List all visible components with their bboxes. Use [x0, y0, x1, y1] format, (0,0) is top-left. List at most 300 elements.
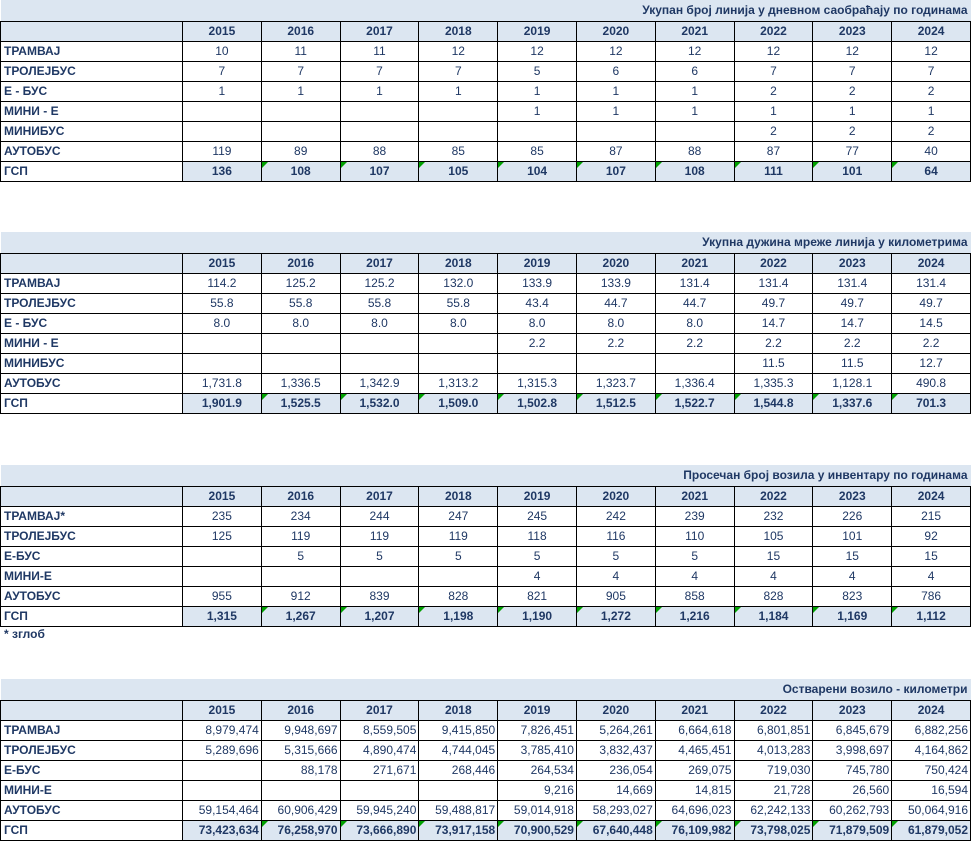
row-label: МИНИБУС: [1, 353, 183, 373]
value-cell: [183, 333, 262, 353]
value-cell: 101: [813, 526, 892, 546]
value-cell: 1,267: [261, 606, 340, 626]
value-cell: 49.7: [734, 293, 813, 313]
table-vehicle-kilometers: [0, 679, 971, 841]
value-cell: [419, 353, 498, 373]
value-cell: 1: [576, 101, 655, 121]
value-cell: 55.8: [419, 293, 498, 313]
value-cell: 11: [340, 41, 419, 61]
table-row: [1, 121, 971, 141]
value-cell: 1,342.9: [340, 373, 419, 393]
row-label: ТРАМВАЈ*: [1, 506, 183, 526]
table-title-row: [1, 465, 971, 486]
table-row: [1, 273, 971, 293]
header-corner-cell: [1, 21, 183, 41]
total-row: [1, 393, 971, 413]
value-cell: [419, 121, 498, 141]
value-cell: 1,323.7: [576, 373, 655, 393]
table-row: [1, 506, 971, 526]
value-cell: 1,315: [183, 606, 262, 626]
value-cell: 119: [340, 526, 419, 546]
value-cell: [655, 353, 734, 373]
year-header: 2016: [261, 253, 340, 273]
row-label: АУТОБУС: [1, 800, 183, 820]
value-cell: 40: [892, 141, 971, 161]
value-cell: [576, 121, 655, 141]
header-corner-cell: [1, 700, 183, 720]
value-cell: 131.4: [734, 273, 813, 293]
value-cell: 7: [183, 61, 262, 81]
value-cell: 5: [576, 546, 655, 566]
table-row: [1, 720, 971, 740]
value-cell: 67,640,448: [576, 820, 655, 840]
value-cell: 271,671: [340, 760, 419, 780]
value-cell: 1: [419, 81, 498, 101]
value-cell: 64,696,023: [655, 800, 734, 820]
year-header: 2017: [340, 253, 419, 273]
value-cell: 1: [498, 101, 577, 121]
value-cell: 828: [734, 586, 813, 606]
value-cell: 6,845,679: [813, 720, 892, 740]
value-cell: 745,780: [813, 760, 892, 780]
value-cell: 12: [892, 41, 971, 61]
value-cell: 239: [655, 506, 734, 526]
year-header: 2021: [655, 253, 734, 273]
row-label: ГСП: [1, 393, 183, 413]
value-cell: 119: [261, 526, 340, 546]
value-cell: 7: [892, 61, 971, 81]
value-cell: [419, 566, 498, 586]
value-cell: 76,258,970: [261, 820, 340, 840]
value-cell: 4: [813, 566, 892, 586]
year-header: 2018: [419, 700, 498, 720]
year-header: 2015: [183, 486, 262, 506]
value-cell: 60,262,793: [813, 800, 892, 820]
value-cell: 1,207: [340, 606, 419, 626]
value-cell: 490.8: [892, 373, 971, 393]
value-cell: 269,075: [655, 760, 734, 780]
value-cell: 87: [734, 141, 813, 161]
value-cell: 44.7: [576, 293, 655, 313]
value-cell: 108: [261, 161, 340, 181]
value-cell: 12: [419, 41, 498, 61]
value-cell: 234: [261, 506, 340, 526]
year-header: 2018: [419, 21, 498, 41]
value-cell: 15: [892, 546, 971, 566]
value-cell: 912: [261, 586, 340, 606]
value-cell: 1: [340, 81, 419, 101]
value-cell: 1,190: [498, 606, 577, 626]
value-cell: 6: [655, 61, 734, 81]
table-title: Остварени возило - километри: [1, 679, 971, 700]
table-row: [1, 81, 971, 101]
value-cell: 905: [576, 586, 655, 606]
row-label: Е - БУС: [1, 313, 183, 333]
table-row: [1, 101, 971, 121]
value-cell: 119: [183, 141, 262, 161]
value-cell: 76,109,982: [655, 820, 734, 840]
year-header: 2018: [419, 253, 498, 273]
value-cell: 235: [183, 506, 262, 526]
year-header: 2021: [655, 486, 734, 506]
value-cell: 828: [419, 586, 498, 606]
value-cell: 1,112: [892, 606, 971, 626]
row-label: МИНИ-Е: [1, 780, 183, 800]
row-label: МИНИ - Е: [1, 101, 183, 121]
year-header: 2023: [813, 700, 892, 720]
value-cell: 5: [655, 546, 734, 566]
value-cell: 85: [419, 141, 498, 161]
value-cell: 3,785,410: [498, 740, 577, 760]
year-header: 2020: [576, 700, 655, 720]
year-header: 2023: [813, 21, 892, 41]
value-cell: 4,164,862: [892, 740, 971, 760]
value-cell: 7: [261, 61, 340, 81]
value-cell: 821: [498, 586, 577, 606]
value-cell: 215: [892, 506, 971, 526]
value-cell: 12.7: [892, 353, 971, 373]
value-cell: 64: [892, 161, 971, 181]
value-cell: 6,664,618: [655, 720, 734, 740]
value-cell: [340, 780, 419, 800]
value-cell: 7,826,451: [498, 720, 577, 740]
value-cell: 77: [813, 141, 892, 161]
value-cell: 1,509.0: [419, 393, 498, 413]
value-cell: 12: [734, 41, 813, 61]
value-cell: 1,315.3: [498, 373, 577, 393]
value-cell: 107: [340, 161, 419, 181]
year-header: 2016: [261, 21, 340, 41]
value-cell: 12: [498, 41, 577, 61]
value-cell: 108: [655, 161, 734, 181]
value-cell: 16,594: [892, 780, 971, 800]
value-cell: 5: [340, 546, 419, 566]
value-cell: 247: [419, 506, 498, 526]
value-cell: 87: [576, 141, 655, 161]
value-cell: 3,998,697: [813, 740, 892, 760]
table-lines-count: [0, 0, 971, 182]
year-header-row: [1, 700, 971, 720]
value-cell: [183, 101, 262, 121]
value-cell: 2: [734, 121, 813, 141]
value-cell: [261, 353, 340, 373]
value-cell: 4,744,045: [419, 740, 498, 760]
year-header: 2024: [892, 21, 971, 41]
value-cell: 58,293,027: [576, 800, 655, 820]
value-cell: 125.2: [340, 273, 419, 293]
year-header: 2024: [892, 700, 971, 720]
value-cell: 2.2: [813, 333, 892, 353]
value-cell: [340, 566, 419, 586]
table-row: [1, 740, 971, 760]
value-cell: [183, 353, 262, 373]
value-cell: 2.2: [734, 333, 813, 353]
value-cell: 4: [498, 566, 577, 586]
table-row: [1, 313, 971, 333]
table-network-length: [0, 232, 971, 414]
value-cell: 1,544.8: [734, 393, 813, 413]
table-vehicle-inventory: [0, 465, 971, 627]
value-cell: 119: [419, 526, 498, 546]
year-header: 2015: [183, 21, 262, 41]
value-cell: 1: [261, 81, 340, 101]
value-cell: 8.0: [261, 313, 340, 333]
value-cell: [498, 353, 577, 373]
table-title: Укупна дужина мреже линија у километрима: [1, 232, 971, 253]
value-cell: 955: [183, 586, 262, 606]
value-cell: 1: [498, 81, 577, 101]
year-header: 2022: [734, 21, 813, 41]
value-cell: 8.0: [340, 313, 419, 333]
row-label: МИНИБУС: [1, 121, 183, 141]
value-cell: 105: [734, 526, 813, 546]
year-header: 2022: [734, 700, 813, 720]
value-cell: 8,979,474: [183, 720, 262, 740]
table-title-row: [1, 232, 971, 253]
value-cell: 8,559,505: [340, 720, 419, 740]
value-cell: 9,415,850: [419, 720, 498, 740]
value-cell: 12: [655, 41, 734, 61]
header-corner-cell: [1, 486, 183, 506]
value-cell: [498, 121, 577, 141]
value-cell: 70,900,529: [498, 820, 577, 840]
row-label: АУТОБУС: [1, 373, 183, 393]
row-label: МИНИ - Е: [1, 333, 183, 353]
value-cell: 9,216: [498, 780, 577, 800]
value-cell: 59,154,464: [183, 800, 262, 820]
value-cell: 4: [734, 566, 813, 586]
row-label: Е-БУС: [1, 760, 183, 780]
value-cell: 1,198: [419, 606, 498, 626]
value-cell: 1,525.5: [261, 393, 340, 413]
value-cell: 226: [813, 506, 892, 526]
value-cell: 244: [340, 506, 419, 526]
total-row: [1, 606, 971, 626]
value-cell: 4,890,474: [340, 740, 419, 760]
year-header: 2017: [340, 21, 419, 41]
value-cell: 89: [261, 141, 340, 161]
value-cell: 4,013,283: [734, 740, 813, 760]
value-cell: 242: [576, 506, 655, 526]
row-label: Е-БУС: [1, 546, 183, 566]
value-cell: 1,731.8: [183, 373, 262, 393]
value-cell: 104: [498, 161, 577, 181]
value-cell: 786: [892, 586, 971, 606]
value-cell: 1: [734, 101, 813, 121]
table-row: [1, 760, 971, 780]
value-cell: 719,030: [734, 760, 813, 780]
value-cell: 2.2: [498, 333, 577, 353]
value-cell: 1: [813, 101, 892, 121]
table-row: [1, 566, 971, 586]
value-cell: 111: [734, 161, 813, 181]
value-cell: 2: [734, 81, 813, 101]
value-cell: 59,488,817: [419, 800, 498, 820]
value-cell: 268,446: [419, 760, 498, 780]
value-cell: 3,832,437: [576, 740, 655, 760]
row-label: ТРАМВАЈ: [1, 720, 183, 740]
year-header: 2024: [892, 486, 971, 506]
value-cell: 1: [892, 101, 971, 121]
value-cell: [183, 780, 262, 800]
value-cell: 12: [813, 41, 892, 61]
value-cell: 73,423,634: [183, 820, 262, 840]
value-cell: [340, 121, 419, 141]
value-cell: 9,948,697: [261, 720, 340, 740]
value-cell: 11.5: [734, 353, 813, 373]
value-cell: 88: [340, 141, 419, 161]
value-cell: 88,178: [261, 760, 340, 780]
value-cell: 2: [892, 81, 971, 101]
value-cell: [261, 121, 340, 141]
year-header: 2015: [183, 700, 262, 720]
value-cell: 14,815: [655, 780, 734, 800]
value-cell: 5,289,696: [183, 740, 262, 760]
value-cell: 49.7: [813, 293, 892, 313]
value-cell: 133.9: [498, 273, 577, 293]
value-cell: 1,901.9: [183, 393, 262, 413]
value-cell: 823: [813, 586, 892, 606]
value-cell: 2: [813, 81, 892, 101]
value-cell: 6,882,256: [892, 720, 971, 740]
value-cell: 10: [183, 41, 262, 61]
value-cell: 8.0: [419, 313, 498, 333]
value-cell: 4: [892, 566, 971, 586]
value-cell: 2.2: [655, 333, 734, 353]
value-cell: 101: [813, 161, 892, 181]
year-header: 2018: [419, 486, 498, 506]
year-header: 2016: [261, 486, 340, 506]
value-cell: 8.0: [498, 313, 577, 333]
value-cell: [261, 101, 340, 121]
value-cell: 12: [576, 41, 655, 61]
row-label: ТРОЛЕЈБУС: [1, 740, 183, 760]
value-cell: 43.4: [498, 293, 577, 313]
value-cell: 4: [576, 566, 655, 586]
value-cell: 6,801,851: [734, 720, 813, 740]
value-cell: 264,534: [498, 760, 577, 780]
value-cell: 232: [734, 506, 813, 526]
header-corner-cell: [1, 253, 183, 273]
year-header: 2023: [813, 253, 892, 273]
value-cell: 1: [655, 101, 734, 121]
year-header-row: [1, 21, 971, 41]
value-cell: 236,054: [576, 760, 655, 780]
table-row: [1, 61, 971, 81]
value-cell: [261, 780, 340, 800]
value-cell: 133.9: [576, 273, 655, 293]
total-row: [1, 820, 971, 840]
row-label: ГСП: [1, 820, 183, 840]
value-cell: [419, 333, 498, 353]
year-header: 2017: [340, 486, 419, 506]
value-cell: 21,728: [734, 780, 813, 800]
value-cell: 1,272: [576, 606, 655, 626]
row-label: МИНИ-Е: [1, 566, 183, 586]
year-header: 2020: [576, 486, 655, 506]
table-row: [1, 586, 971, 606]
value-cell: 5: [419, 546, 498, 566]
value-cell: 4: [655, 566, 734, 586]
table-row: [1, 353, 971, 373]
value-cell: 5: [261, 546, 340, 566]
value-cell: [576, 353, 655, 373]
value-cell: 839: [340, 586, 419, 606]
value-cell: 7: [340, 61, 419, 81]
value-cell: 2: [892, 121, 971, 141]
value-cell: 44.7: [655, 293, 734, 313]
value-cell: [340, 353, 419, 373]
value-cell: [419, 101, 498, 121]
row-label: ТРОЛЕЈБУС: [1, 526, 183, 546]
value-cell: 4,465,451: [655, 740, 734, 760]
row-label: ГСП: [1, 606, 183, 626]
value-cell: 131.4: [813, 273, 892, 293]
value-cell: 92: [892, 526, 971, 546]
value-cell: 2.2: [892, 333, 971, 353]
value-cell: 1,313.2: [419, 373, 498, 393]
value-cell: 26,560: [813, 780, 892, 800]
value-cell: [183, 760, 262, 780]
value-cell: 55.8: [340, 293, 419, 313]
year-header: 2019: [498, 21, 577, 41]
value-cell: 1,336.5: [261, 373, 340, 393]
value-cell: 71,879,509: [813, 820, 892, 840]
value-cell: [340, 101, 419, 121]
table-row: [1, 373, 971, 393]
table-title-row: [1, 0, 971, 21]
value-cell: [655, 121, 734, 141]
table-title: Просечан број возила у инвентару по годинама: [1, 465, 971, 486]
year-header: 2024: [892, 253, 971, 273]
value-cell: 7: [813, 61, 892, 81]
value-cell: 61,879,052: [892, 820, 971, 840]
value-cell: 1,512.5: [576, 393, 655, 413]
table-title: Укупан број линија у дневном саобраћају по годинама: [1, 0, 971, 21]
value-cell: 6: [576, 61, 655, 81]
value-cell: 59,014,918: [498, 800, 577, 820]
value-cell: 116: [576, 526, 655, 546]
row-label: ТРАМВАЈ: [1, 41, 183, 61]
value-cell: 1,335.3: [734, 373, 813, 393]
value-cell: 125: [183, 526, 262, 546]
year-header: 2016: [261, 700, 340, 720]
year-header: 2019: [498, 700, 577, 720]
row-label: Е - БУС: [1, 81, 183, 101]
value-cell: 7: [419, 61, 498, 81]
table-row: [1, 293, 971, 313]
year-header: 2015: [183, 253, 262, 273]
year-header: 2021: [655, 21, 734, 41]
value-cell: 5: [498, 61, 577, 81]
value-cell: 1: [576, 81, 655, 101]
year-header: 2020: [576, 21, 655, 41]
year-header: 2019: [498, 486, 577, 506]
value-cell: 1,522.7: [655, 393, 734, 413]
value-cell: 8.0: [576, 313, 655, 333]
value-cell: 110: [655, 526, 734, 546]
value-cell: 1,184: [734, 606, 813, 626]
value-cell: 132.0: [419, 273, 498, 293]
value-cell: 1: [655, 81, 734, 101]
table-row: [1, 800, 971, 820]
value-cell: [261, 333, 340, 353]
value-cell: 60,906,429: [261, 800, 340, 820]
value-cell: 1,502.8: [498, 393, 577, 413]
value-cell: 59,945,240: [340, 800, 419, 820]
value-cell: 55.8: [183, 293, 262, 313]
footnote: * зглоб: [4, 627, 45, 641]
